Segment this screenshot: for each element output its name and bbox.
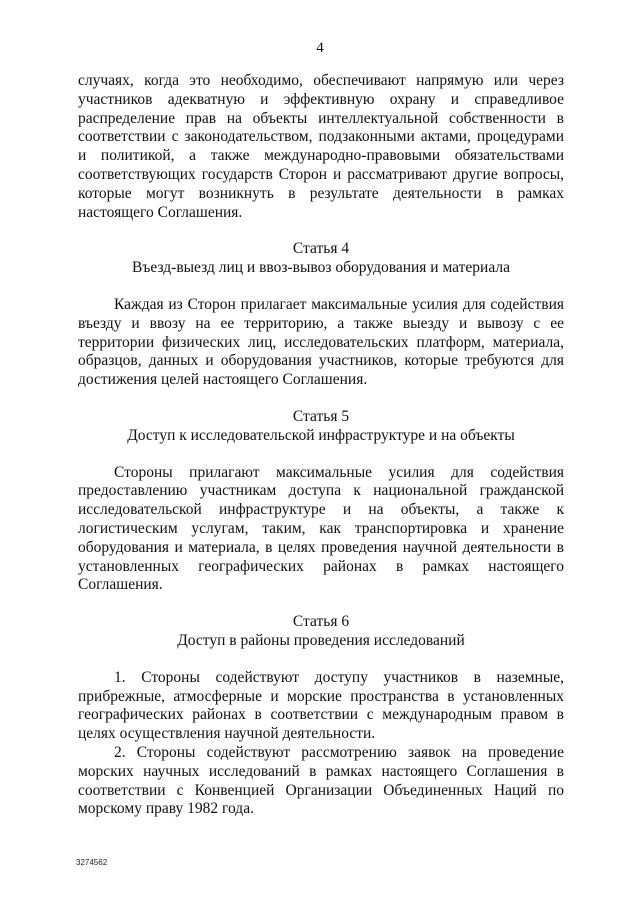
article-6 <box>78 613 564 819</box>
article-number: Статья 5 <box>292 407 350 425</box>
article-paragraph: Стороны прилагают максимальные усилия для содействия предоставлению участникам доступа к национальной гражданской исследовательской инфраструктуре и на объекты, а также к логистическим услугам, таким, как транспортировка и хранение оборудования и материала, в целях проведения научной деятельности в установленных географических районах в рамках настоящего Соглашения. <box>78 463 564 594</box>
document-code: 3274562 <box>76 858 108 867</box>
document-body <box>78 72 564 819</box>
article-4 <box>78 240 564 390</box>
page-number: 4 <box>316 40 324 56</box>
intro-paragraph: случаях, когда это необходимо, обеспечивают напрямую или через участников адекватную и эффективную охрану и справедливое распределение прав на объекты интеллектуальной собственности в соответствии с законодательством, подзаконными актами, процедурами и политикой, а также международно-правовыми обязательствами соответствующих государств Сторон и рассматривают другие вопросы, которые могут возникнуть в результате деятельности в рамках настоящего Соглашения. <box>78 72 564 221</box>
article-number: Статья 4 <box>292 240 350 258</box>
article-title: Доступ к исследовательской инфраструктуре и на объекты <box>127 426 515 444</box>
article-5 <box>78 408 564 595</box>
article-title: Доступ в районы проведения исследований <box>177 631 465 649</box>
article-number: Статья 6 <box>292 613 350 631</box>
article-paragraph: 2. Стороны содействуют рассмотрению заявок на проведение морских научных исследований в рамках настоящего Соглашения в соответствии с Конвенцией Организации Объединенных Наций по морскому праву 1982 года. <box>78 743 564 818</box>
article-paragraph: 1. Стороны содействуют доступу участников в наземные, прибрежные, атмосферные и морские пространства в установленных географических районах в соответствии с международным правом в целях осуществления научной деятельности. <box>78 668 564 743</box>
article-title: Въезд-выезд лиц и ввоз-вывоз оборудования и материала <box>132 259 510 277</box>
article-paragraph: Каждая из Сторон прилагает максимальные усилия для содействия въезду и ввозу на ее территорию, а также выезду и вывозу с ее территории физических лиц, исследовательских платформ, материала, образцов, данных и оборудования участников, которые требуются для достижения целей настоящего Соглашения. <box>78 295 564 389</box>
